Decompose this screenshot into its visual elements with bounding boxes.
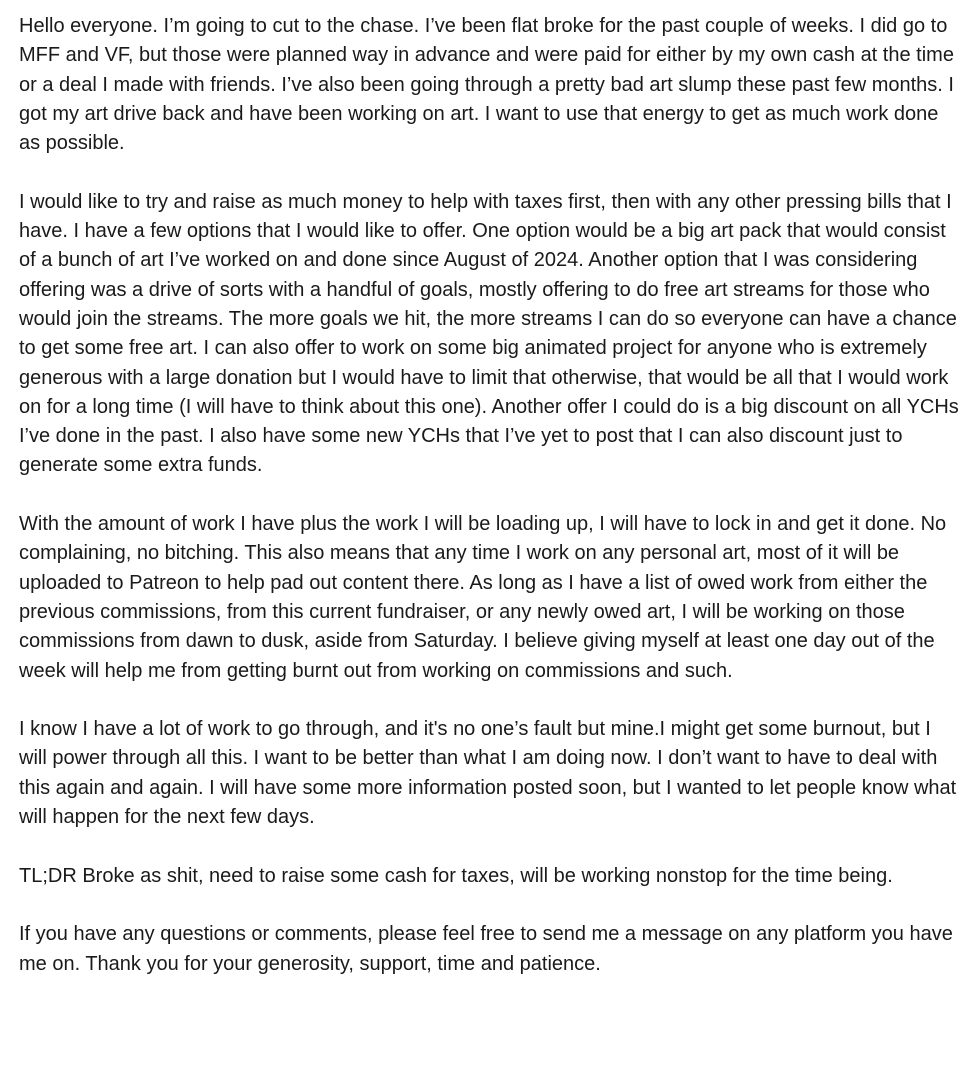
paragraph-intro: Hello everyone. I’m going to cut to the chase. I’ve been flat broke for the past couple of weeks. I did go to MFF and VF, but those were planned way in advance and were paid for either by my own cash at the time or a deal I made with friends. I’ve also been going through a pretty bad art slump these past few months. I got my art drive back and have been working on art. I want to use that energy to get as much work done as possible. — [19, 15, 954, 155]
paragraph-reflection: I know I have a lot of work to go through, and it's no one’s fault but mine.I might get some burnout, but I will power through all this. I want to be better than what I am doing now. I don’t want to have to deal with this again and again. I will have some more information posted soon, but I wanted to let people know what will happen for the next few days. — [19, 718, 957, 829]
paragraph-options: I would like to try and raise as much money to help with taxes first, then with any other pressing bills that I have. I have a few options that I would like to offer. One option would be a big art pack that would consist of a bunch of art I’ve worked on and done since August of 2024. Another option that I was considering offering was a drive of sorts with a handful of goals, mostly offering to do free art streams for those who would join the streams. The more goals we hit, the more streams I can do so everyone can have a chance to get some free art. I can also offer to work on some big animated project for anyone who is extremely generous with a large donation but I would have to limit that otherwise, that would be all that I would work on for a long time (I will have to think about this one). Another offer I could do is a big discount on all YCHs I’ve done in the past. I also have some new YCHs that I’ve yet to post that I can also discount just to generate some extra funds. — [19, 190, 959, 477]
paragraph-work-plan: With the amount of work I have plus the work I will be loading up, I will have to lock in and get it done. No complaining, no bitching. This also means that any time I work on any personal art, most of it will be uploaded to Patreon to help pad out content there. As long as I have a list of owed work from either the previous commissions, from this current fundraiser, or any newly owed art, I will be working on those commissions from dawn to dusk, aside from Saturday. I believe giving myself at least one day out of the week will help me from getting burnt out from working on commissions and such. — [19, 513, 947, 682]
paragraph-tldr: TL;DR Broke as shit, need to raise some cash for taxes, will be working nonstop for the time being. — [19, 864, 893, 887]
paragraph-contact: If you have any questions or comments, please feel free to send me a message on any platform you have me on. Thank you for your generosity, support, time and patience. — [19, 923, 953, 975]
